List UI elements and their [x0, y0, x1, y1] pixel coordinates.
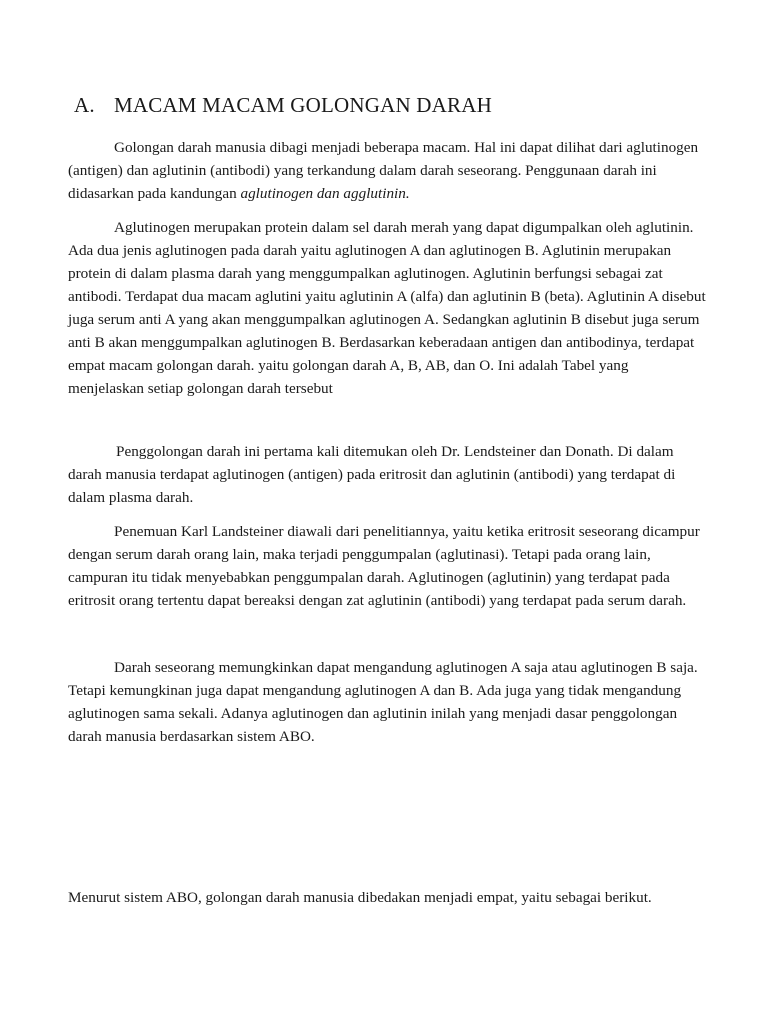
paragraph-aglutinogen: Aglutinogen merupakan protein dalam sel darah merah yang dapat digumpalkan oleh aglutinin. Ada dua jenis aglutinogen pada darah yaitu aglutinogen A dan aglutinogen B. Aglutinin merupakan protein di dalam plasma darah yang menggumpalkan aglutinogen. Aglutinin berfungsi sebagai zat antibodi. Terdapat dua macam aglutini yaitu aglutinin A (alfa) dan aglutinin B (beta). Aglutinin A disebut juga serum anti A yang akan menggumpalkan aglutinogen A. Sedangkan aglutinin B disebut juga serum anti B akan menggumpalkan aglutinogen B. Berdasarkan keberadaan antigen dan antibodinya, terdapat empat macam golongan darah. yaitu golongan darah A, B, AB, dan O. Ini adalah Tabel yang menjelaskan setiap golongan darah tersebut — [68, 219, 706, 397]
paragraph-discovery: Penggolongan darah ini pertama kali ditemukan oleh Dr. Lendsteiner dan Donath. Di dalam darah manusia terdapat aglutinogen (antigen) pada eritrosit dan aglutinin (antibodi) yang terdapat di dalam plasma darah. — [68, 443, 676, 506]
paragraph-intro-text: Golongan darah manusia dibagi menjadi beberapa macam. Hal ini dapat dilihat dari aglutinogen (antigen) dan aglutinin (antibodi) yang terkandung dalam darah seseorang. Penggunaan darah ini didasarkan pada kandungan — [68, 139, 699, 202]
paragraph-intro — [68, 136, 708, 205]
paragraph-abo-basis: Darah seseorang memungkinkan dapat mengandung aglutinogen A saja atau aglutinogen B saja. Tetapi kemungkinan juga dapat mengandung aglutinogen A dan B. Ada juga yang tidak mengandung aglutinogen sama sekali. Adanya aglutinogen dan aglutinin inilah yang menjadi dasar penggolongan darah manusia berdasarkan sistem ABO. — [68, 659, 698, 745]
paragraph-landsteiner: Penemuan Karl Landsteiner diawali dari penelitiannya, yaitu ketika eritrosit seseorang dicampur dengan serum darah orang lain, maka terjadi penggumpalan (aglutinasi). Tetapi pada orang lain, campuran itu tidak menyebabkan penggumpalan darah. Aglutinogen (aglutinin) yang terdapat pada eritrosit orang tertentu dapat bereaksi dengan zat aglutinin (antibodi) yang terdapat pada serum darah. — [68, 523, 700, 609]
paragraph-abo-system: Menurut sistem ABO, golongan darah manusia dibedakan menjadi empat, yaitu sebagai berikut. — [68, 889, 652, 906]
section-number: A. — [74, 93, 95, 117]
section-heading — [74, 93, 492, 118]
section-title: MACAM MACAM GOLONGAN DARAH — [114, 93, 492, 117]
paragraph-intro-italic: aglutinogen dan agglutinin. — [240, 185, 410, 202]
